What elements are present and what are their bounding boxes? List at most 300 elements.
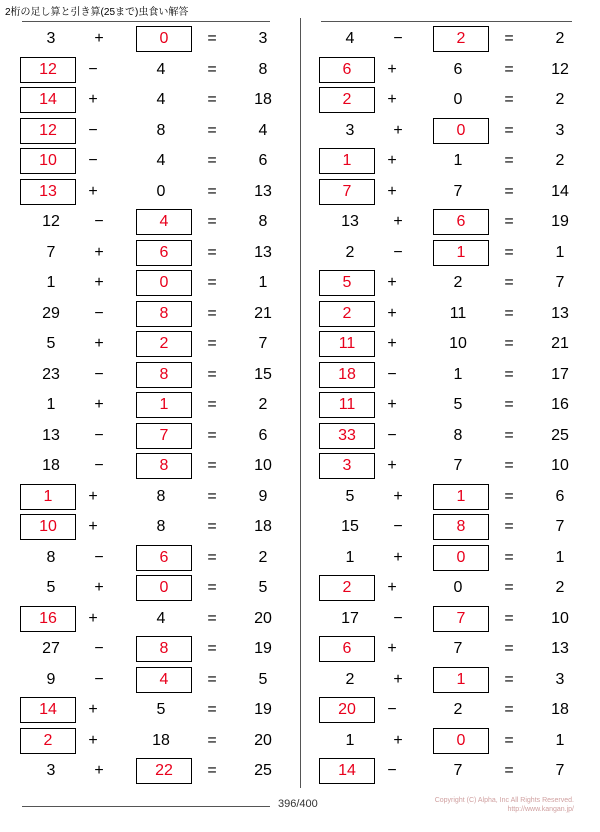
- blank-answer-operand-b[interactable]: 1: [433, 240, 489, 266]
- operand-a: 15: [341, 518, 359, 536]
- problem-row: [301, 543, 600, 574]
- equals-symbol: =: [207, 762, 217, 780]
- operator-symbol: −: [387, 365, 397, 383]
- result-value: 1: [258, 274, 268, 292]
- result-value: 20: [254, 731, 272, 749]
- operator-symbol: +: [94, 579, 104, 597]
- blank-answer-operand-b[interactable]: 0: [136, 26, 192, 52]
- blank-answer-operand-a[interactable]: 3: [319, 453, 375, 479]
- operand-b: 8: [156, 487, 166, 505]
- operand-b: 0: [453, 579, 463, 597]
- problem-row: [0, 482, 300, 513]
- operator-symbol: +: [393, 213, 403, 231]
- operator-symbol: +: [387, 396, 397, 414]
- problem-row: [301, 329, 600, 360]
- result-value: 19: [254, 640, 272, 658]
- equals-symbol: =: [504, 365, 514, 383]
- equals-symbol: =: [504, 213, 514, 231]
- result-value: 15: [254, 365, 272, 383]
- blank-answer-operand-b[interactable]: 8: [136, 301, 192, 327]
- problem-rows-left: [0, 24, 300, 787]
- operand-a: 13: [341, 213, 359, 231]
- result-value: 14: [551, 182, 569, 200]
- equals-symbol: =: [504, 548, 514, 566]
- problem-row: [0, 573, 300, 604]
- result-value: 13: [254, 243, 272, 261]
- operator-symbol: −: [393, 243, 403, 261]
- equals-symbol: =: [207, 60, 217, 78]
- operand-a: 2: [345, 243, 355, 261]
- copyright-notice: [435, 796, 574, 815]
- blank-answer-operand-a[interactable]: 7: [319, 179, 375, 205]
- page-number: 396/400: [278, 798, 318, 810]
- equals-symbol: =: [207, 670, 217, 688]
- blank-answer-operand-b[interactable]: 6: [136, 240, 192, 266]
- operator-symbol: −: [94, 365, 104, 383]
- operand-a: 2: [345, 670, 355, 688]
- operand-b: 7: [453, 457, 463, 475]
- equals-symbol: =: [207, 609, 217, 627]
- result-value: 21: [551, 335, 569, 353]
- problem-row: [301, 146, 600, 177]
- blank-answer-operand-a[interactable]: 18: [319, 362, 375, 388]
- problem-row: [301, 24, 600, 55]
- operator-symbol: −: [94, 304, 104, 322]
- result-value: 13: [551, 304, 569, 322]
- problem-row: [301, 116, 600, 147]
- copyright-line-1: Copyright (C) Alpha, Inc All Rights Reserved.: [434, 797, 574, 804]
- equals-symbol: =: [207, 152, 217, 170]
- result-value: 2: [258, 396, 268, 414]
- result-value: 3: [555, 121, 565, 139]
- operator-symbol: +: [94, 762, 104, 780]
- blank-answer-operand-a[interactable]: 11: [319, 331, 375, 357]
- problem-row: [0, 177, 300, 208]
- problem-row: [301, 421, 600, 452]
- operator-symbol: −: [88, 152, 98, 170]
- blank-answer-operand-a[interactable]: 14: [20, 87, 76, 113]
- operator-symbol: +: [94, 396, 104, 414]
- operator-symbol: −: [94, 670, 104, 688]
- equals-symbol: =: [504, 121, 514, 139]
- operand-a: 5: [46, 579, 56, 597]
- equals-symbol: =: [504, 518, 514, 536]
- result-value: 2: [555, 579, 565, 597]
- result-value: 12: [551, 60, 569, 78]
- blank-answer-operand-a[interactable]: 16: [20, 606, 76, 632]
- result-value: 3: [258, 30, 268, 48]
- equals-symbol: =: [207, 335, 217, 353]
- result-value: 3: [555, 670, 565, 688]
- operand-b: 10: [449, 335, 467, 353]
- equals-symbol: =: [207, 121, 217, 139]
- blank-answer-operand-b[interactable]: 8: [136, 453, 192, 479]
- problem-row: [301, 299, 600, 330]
- result-value: 25: [551, 426, 569, 444]
- blank-answer-operand-b[interactable]: 0: [433, 118, 489, 144]
- operator-symbol: −: [94, 640, 104, 658]
- blank-answer-operand-a[interactable]: 2: [319, 575, 375, 601]
- blank-answer-operand-a[interactable]: 2: [319, 87, 375, 113]
- equals-symbol: =: [207, 91, 217, 109]
- operator-symbol: +: [387, 335, 397, 353]
- result-value: 7: [258, 335, 268, 353]
- equals-symbol: =: [207, 457, 217, 475]
- operator-symbol: +: [94, 30, 104, 48]
- operand-b: 7: [453, 762, 463, 780]
- blank-answer-operand-b[interactable]: 7: [136, 423, 192, 449]
- blank-answer-operand-a[interactable]: 2: [20, 728, 76, 754]
- operand-a: 29: [42, 304, 60, 322]
- footer-rule: [22, 806, 270, 807]
- operator-symbol: +: [387, 60, 397, 78]
- equals-symbol: =: [207, 365, 217, 383]
- blank-answer-operand-a[interactable]: 33: [319, 423, 375, 449]
- blank-answer-operand-b[interactable]: 0: [136, 270, 192, 296]
- result-value: 5: [258, 670, 268, 688]
- problem-row: [0, 299, 300, 330]
- operand-a: 7: [46, 243, 56, 261]
- operand-b: 1: [453, 365, 463, 383]
- blank-answer-operand-a[interactable]: 13: [20, 179, 76, 205]
- blank-answer-operand-b[interactable]: 2: [433, 26, 489, 52]
- equals-symbol: =: [207, 731, 217, 749]
- operator-symbol: −: [94, 457, 104, 475]
- result-value: 20: [254, 609, 272, 627]
- problem-row: [301, 85, 600, 116]
- problem-row: [301, 360, 600, 391]
- problem-row: [301, 451, 600, 482]
- problem-row: [301, 756, 600, 787]
- operand-b: 0: [453, 91, 463, 109]
- blank-answer-operand-a[interactable]: 12: [20, 118, 76, 144]
- problem-column-right: [300, 18, 600, 788]
- operand-b: 2: [453, 701, 463, 719]
- blank-answer-operand-a[interactable]: 1: [319, 148, 375, 174]
- operator-symbol: +: [387, 274, 397, 292]
- result-value: 8: [258, 60, 268, 78]
- operator-symbol: +: [387, 640, 397, 658]
- operand-b: 8: [156, 121, 166, 139]
- problem-column-left: [0, 18, 300, 788]
- operator-symbol: +: [94, 335, 104, 353]
- problem-row: [301, 482, 600, 513]
- blank-answer-operand-a[interactable]: 20: [319, 697, 375, 723]
- blank-answer-operand-b[interactable]: 4: [136, 667, 192, 693]
- blank-answer-operand-b[interactable]: 6: [433, 209, 489, 235]
- operand-b: 6: [453, 60, 463, 78]
- problem-rows-right: [301, 24, 600, 787]
- problem-row: [301, 695, 600, 726]
- problem-row: [0, 24, 300, 55]
- operator-symbol: +: [393, 731, 403, 749]
- problem-row: [0, 146, 300, 177]
- operand-b: 4: [156, 60, 166, 78]
- operator-symbol: +: [88, 701, 98, 719]
- equals-symbol: =: [207, 213, 217, 231]
- operand-a: 12: [42, 213, 60, 231]
- result-value: 17: [551, 365, 569, 383]
- problem-row: [0, 726, 300, 757]
- blank-answer-operand-b[interactable]: 8: [433, 514, 489, 540]
- operand-b: 11: [449, 304, 467, 322]
- problem-row: [301, 726, 600, 757]
- result-value: 7: [555, 274, 565, 292]
- result-value: 13: [254, 182, 272, 200]
- blank-answer-operand-a[interactable]: 14: [20, 697, 76, 723]
- result-value: 2: [258, 548, 268, 566]
- result-value: 18: [551, 701, 569, 719]
- page-title: 2桁の足し算と引き算(25まで)虫食い解答: [5, 7, 189, 18]
- problem-row: [301, 665, 600, 696]
- result-value: 10: [551, 457, 569, 475]
- equals-symbol: =: [504, 60, 514, 78]
- blank-answer-operand-b[interactable]: 22: [136, 758, 192, 784]
- equals-symbol: =: [207, 426, 217, 444]
- operator-symbol: −: [94, 213, 104, 231]
- worksheet-columns: [0, 18, 600, 788]
- equals-symbol: =: [504, 426, 514, 444]
- operand-a: 18: [42, 457, 60, 475]
- operator-symbol: −: [387, 762, 397, 780]
- operator-symbol: +: [94, 274, 104, 292]
- blank-answer-operand-b[interactable]: 0: [433, 728, 489, 754]
- problem-row: [0, 390, 300, 421]
- operator-symbol: −: [387, 426, 397, 444]
- equals-symbol: =: [504, 152, 514, 170]
- blank-answer-operand-b[interactable]: 4: [136, 209, 192, 235]
- problem-row: [0, 55, 300, 86]
- blank-answer-operand-a[interactable]: 14: [319, 758, 375, 784]
- equals-symbol: =: [207, 518, 217, 536]
- result-value: 1: [555, 731, 565, 749]
- problem-row: [301, 177, 600, 208]
- operator-symbol: +: [387, 579, 397, 597]
- equals-symbol: =: [207, 579, 217, 597]
- equals-symbol: =: [207, 274, 217, 292]
- problem-row: [0, 604, 300, 635]
- blank-answer-operand-a[interactable]: 12: [20, 57, 76, 83]
- operand-b: 4: [156, 609, 166, 627]
- operand-b: 2: [453, 274, 463, 292]
- equals-symbol: =: [207, 487, 217, 505]
- result-value: 9: [258, 487, 268, 505]
- operand-b: 1: [453, 152, 463, 170]
- result-value: 1: [555, 548, 565, 566]
- blank-answer-operand-a[interactable]: 11: [319, 392, 375, 418]
- problem-row: [301, 390, 600, 421]
- equals-symbol: =: [207, 30, 217, 48]
- result-value: 2: [555, 91, 565, 109]
- operator-symbol: +: [88, 609, 98, 627]
- result-value: 25: [254, 762, 272, 780]
- result-value: 18: [254, 91, 272, 109]
- operator-symbol: +: [393, 548, 403, 566]
- equals-symbol: =: [207, 701, 217, 719]
- result-value: 13: [551, 640, 569, 658]
- equals-symbol: =: [504, 670, 514, 688]
- blank-answer-operand-a[interactable]: 5: [319, 270, 375, 296]
- column-rule-right: [321, 21, 572, 22]
- result-value: 19: [551, 213, 569, 231]
- blank-answer-operand-b[interactable]: 8: [136, 636, 192, 662]
- result-value: 7: [555, 518, 565, 536]
- equals-symbol: =: [504, 640, 514, 658]
- blank-answer-operand-b[interactable]: 2: [136, 331, 192, 357]
- result-value: 10: [551, 609, 569, 627]
- operand-b: 8: [453, 426, 463, 444]
- equals-symbol: =: [504, 579, 514, 597]
- operand-b: 5: [156, 701, 166, 719]
- operator-symbol: +: [387, 182, 397, 200]
- problem-row: [301, 634, 600, 665]
- operator-symbol: +: [393, 670, 403, 688]
- problem-row: [301, 573, 600, 604]
- blank-answer-operand-b[interactable]: 6: [136, 545, 192, 571]
- equals-symbol: =: [504, 91, 514, 109]
- blank-answer-operand-b[interactable]: 8: [136, 362, 192, 388]
- result-value: 19: [254, 701, 272, 719]
- result-value: 2: [555, 30, 565, 48]
- problem-row: [0, 116, 300, 147]
- copyright-line-2: http://www.kangan.jp/: [507, 806, 574, 814]
- operand-a: 9: [46, 670, 56, 688]
- blank-answer-operand-b[interactable]: 0: [136, 575, 192, 601]
- result-value: 2: [555, 152, 565, 170]
- problem-row: [0, 207, 300, 238]
- operand-b: 8: [156, 518, 166, 536]
- operand-b: 5: [453, 396, 463, 414]
- operand-a: 1: [46, 396, 56, 414]
- operand-a: 5: [46, 335, 56, 353]
- operator-symbol: −: [88, 121, 98, 139]
- operand-b: 7: [453, 182, 463, 200]
- problem-row: [301, 604, 600, 635]
- blank-answer-operand-a[interactable]: 6: [319, 57, 375, 83]
- problem-row: [301, 238, 600, 269]
- result-value: 4: [258, 121, 268, 139]
- operand-a: 3: [46, 762, 56, 780]
- equals-symbol: =: [504, 30, 514, 48]
- operator-symbol: +: [393, 121, 403, 139]
- problem-row: [301, 512, 600, 543]
- blank-answer-operand-a[interactable]: 6: [319, 636, 375, 662]
- equals-symbol: =: [504, 457, 514, 475]
- equals-symbol: =: [207, 548, 217, 566]
- problem-row: [0, 238, 300, 269]
- result-value: 6: [258, 426, 268, 444]
- equals-symbol: =: [504, 274, 514, 292]
- operator-symbol: −: [88, 60, 98, 78]
- problem-row: [0, 85, 300, 116]
- operand-a: 3: [46, 30, 56, 48]
- operator-symbol: +: [393, 487, 403, 505]
- operator-symbol: −: [94, 548, 104, 566]
- equals-symbol: =: [504, 487, 514, 505]
- problem-row: [0, 421, 300, 452]
- problem-row: [0, 634, 300, 665]
- blank-answer-operand-b[interactable]: 7: [433, 606, 489, 632]
- blank-answer-operand-a[interactable]: 1: [20, 484, 76, 510]
- page-footer: [0, 790, 600, 832]
- blank-answer-operand-b[interactable]: 1: [136, 392, 192, 418]
- operator-symbol: +: [88, 91, 98, 109]
- operator-symbol: +: [88, 487, 98, 505]
- result-value: 10: [254, 457, 272, 475]
- operator-symbol: +: [387, 304, 397, 322]
- operand-a: 1: [46, 274, 56, 292]
- result-value: 5: [258, 579, 268, 597]
- operand-b: 7: [453, 640, 463, 658]
- equals-symbol: =: [504, 335, 514, 353]
- equals-symbol: =: [504, 609, 514, 627]
- blank-answer-operand-b[interactable]: 1: [433, 667, 489, 693]
- operand-b: 4: [156, 91, 166, 109]
- operator-symbol: −: [393, 609, 403, 627]
- blank-answer-operand-a[interactable]: 10: [20, 514, 76, 540]
- equals-symbol: =: [207, 640, 217, 658]
- result-value: 18: [254, 518, 272, 536]
- operand-a: 3: [345, 121, 355, 139]
- equals-symbol: =: [504, 701, 514, 719]
- operator-symbol: −: [393, 30, 403, 48]
- problem-row: [0, 268, 300, 299]
- operator-symbol: +: [387, 91, 397, 109]
- operand-a: 1: [345, 731, 355, 749]
- problem-row: [301, 268, 600, 299]
- problem-row: [0, 665, 300, 696]
- blank-answer-operand-a[interactable]: 10: [20, 148, 76, 174]
- operator-symbol: −: [94, 426, 104, 444]
- operand-a: 8: [46, 548, 56, 566]
- operator-symbol: +: [387, 152, 397, 170]
- problem-row: [0, 543, 300, 574]
- blank-answer-operand-a[interactable]: 2: [319, 301, 375, 327]
- operand-b: 0: [156, 182, 166, 200]
- problem-row: [0, 451, 300, 482]
- problem-row: [0, 329, 300, 360]
- problem-row: [301, 207, 600, 238]
- result-value: 6: [258, 152, 268, 170]
- result-value: 7: [555, 762, 565, 780]
- problem-row: [0, 360, 300, 391]
- equals-symbol: =: [207, 304, 217, 322]
- problem-row: [0, 695, 300, 726]
- result-value: 1: [555, 243, 565, 261]
- operator-symbol: −: [387, 701, 397, 719]
- equals-symbol: =: [207, 396, 217, 414]
- equals-symbol: =: [207, 243, 217, 261]
- operand-a: 17: [341, 609, 359, 627]
- result-value: 21: [254, 304, 272, 322]
- operand-b: 4: [156, 152, 166, 170]
- result-value: 8: [258, 213, 268, 231]
- operator-symbol: +: [94, 243, 104, 261]
- operator-symbol: +: [88, 182, 98, 200]
- blank-answer-operand-b[interactable]: 0: [433, 545, 489, 571]
- operand-a: 4: [345, 30, 355, 48]
- equals-symbol: =: [504, 182, 514, 200]
- equals-symbol: =: [504, 396, 514, 414]
- operand-a: 13: [42, 426, 60, 444]
- equals-symbol: =: [504, 731, 514, 749]
- blank-answer-operand-b[interactable]: 1: [433, 484, 489, 510]
- operand-a: 1: [345, 548, 355, 566]
- operator-symbol: +: [387, 457, 397, 475]
- problem-row: [0, 512, 300, 543]
- result-value: 6: [555, 487, 565, 505]
- equals-symbol: =: [207, 182, 217, 200]
